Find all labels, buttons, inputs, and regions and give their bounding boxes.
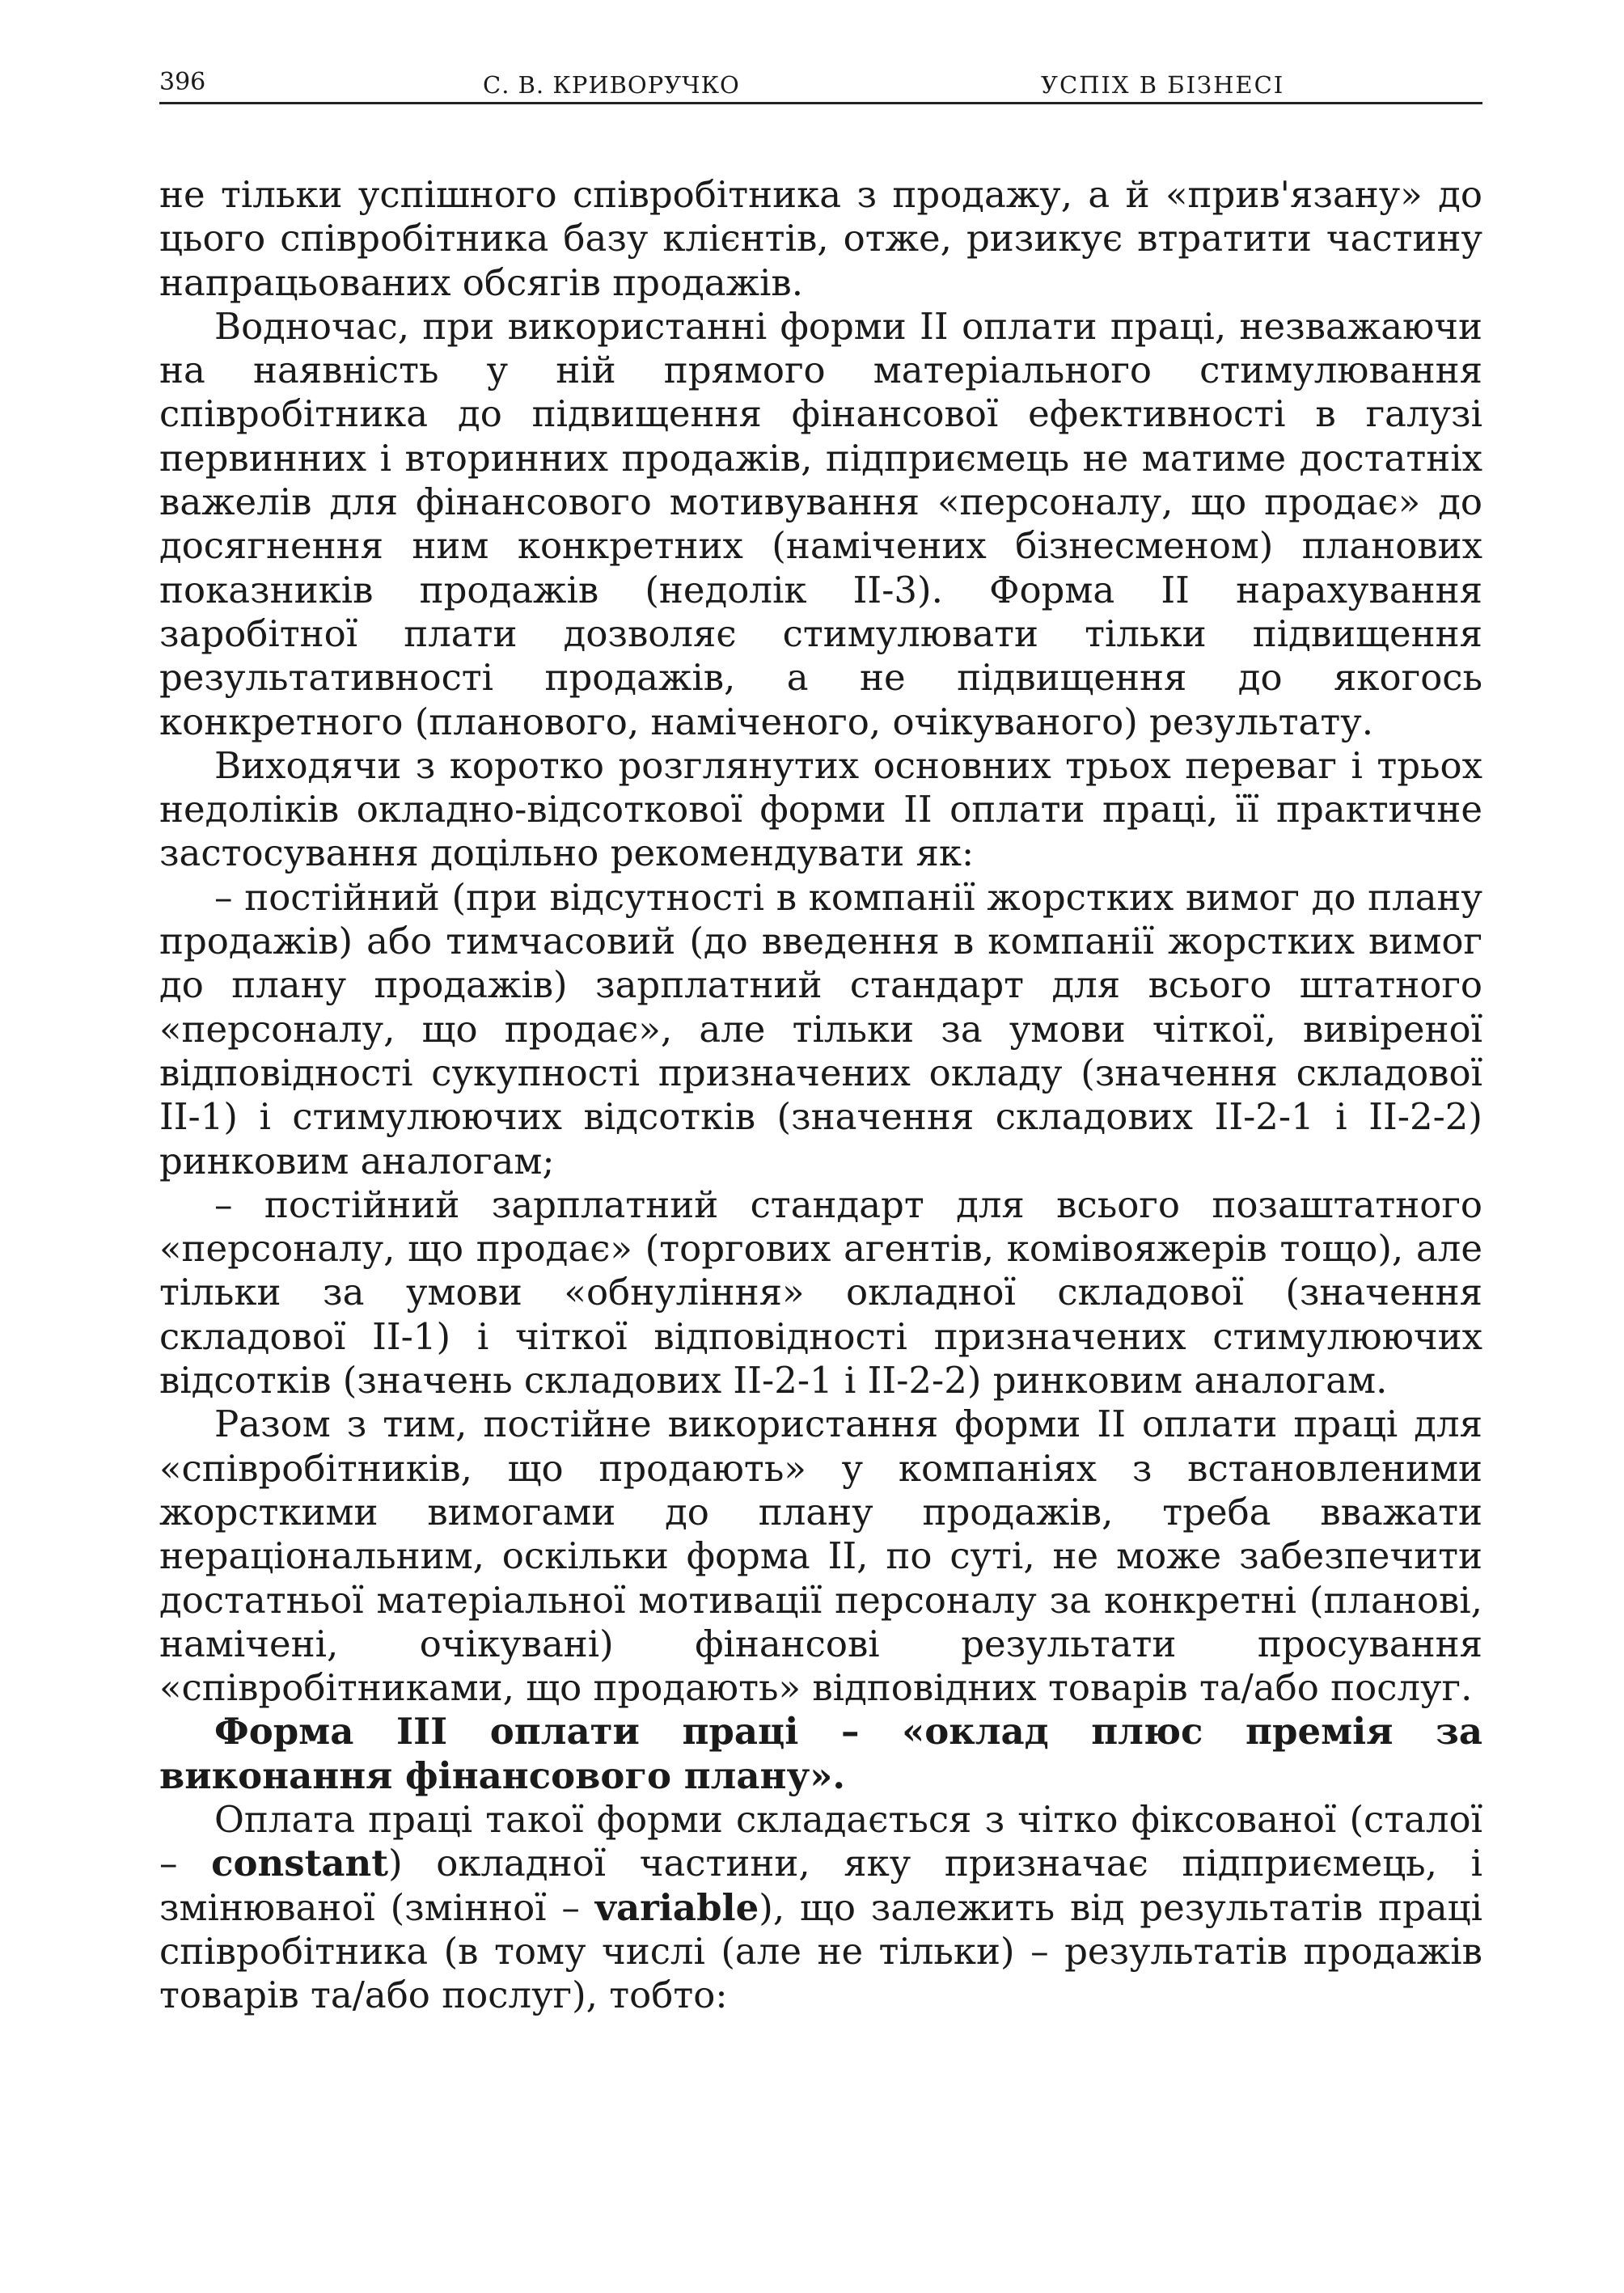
paragraph: Водночас, при використанні форми II оплати праці, незважаючи на наявність у ній прямого матеріального стимулювання співробітника до підвищення фінансової ефективності в галузі первинних і вторинних продажів, підприємець не матиме достатніх важелів для фінансового мотивування «персоналу, що продає» до досягнення ним конкретних (намічених бізнесменом) планових показників продажів (недолік II-3). Форма II нарахування заробітної плати дозволяє стимулювати тільки підвищення результативності продажів, а не підвищення до якогось конкретного (планового, наміченого, очікуваного) результату. — [159, 304, 1482, 743]
term-variable: variable — [594, 1885, 759, 1929]
header-book-title: УСПІХ В БІЗНЕСІ — [1041, 71, 1285, 99]
text-run: ), що залежить від результатів праці співробітника (в тому числі (але не тільки) – результатів продажів товарів та/або послуг), тобто: — [159, 1885, 1483, 2017]
body-text — [159, 173, 1482, 2017]
text-run: ) окладної частини, яку призначає підприємець, і змінюваної (змінної – — [159, 1842, 1482, 1929]
text-run: Оплата праці такої форми складається з чітко фіксованої (сталої – — [159, 1797, 1482, 1885]
list-item: – постійний зарплатний стандарт для всього позаштатного «персоналу, що продає» (торгових агентів, комівояжерів тощо), але тільки за умови «обнуління» окладної складової (значення складової II-1) і чіткої відповідності призначених стимулюючих відсотків (значень складових II-2-1 і II-2-2) ринковим аналогам. — [159, 1182, 1482, 1402]
running-header — [159, 68, 1482, 104]
term-constant: constant — [211, 1842, 389, 1885]
list-item: – постійний (при відсутності в компанії жорстких вимог до плану продажів) або тимчасовий (до введення в компанії жорстких вимог до плану продажів) зарплатний стандарт для всього штатного «персоналу, що продає», але тільки за умови чіткої, вивіреної відповідності сукупності призначених окладу (значення складової II-1) і стимулюючих відсотків (значення складових II-2-1 і II-2-2) ринковим аналогам; — [159, 875, 1482, 1182]
paragraph-continuation: не тільки успішного співробітника з продажу, а й «прив'язану» до цього співробітника базу клієнтів, отже, ризикує втратити частину напрацьованих обсягів продажів. — [159, 173, 1482, 304]
paragraph — [159, 1798, 1482, 2017]
paragraph: Разом з тим, постійне використання форми II оплати праці для «співробітників, що продають» у компаніях з встановленими жорсткими вимогами до плану продажів, треба вважати нераціональним, оскільки форма II, по суті, не може забезпечити достатньої матеріальної мотивації персоналу за конкретні (планові, намічені, очікувані) фінансові результати просування «співробітниками, що продають» відповідних товарів та/або послуг. — [159, 1402, 1482, 1710]
paragraph: Виходячи з коротко розглянутих основних трьох переваг і трьох недоліків окладно-відсоткової форми II оплати праці, її практичне застосування доцільно рекомендувати як: — [159, 743, 1482, 875]
header-author: С. В. КРИВОРУЧКО — [483, 71, 740, 99]
page-number: 396 — [159, 68, 206, 96]
section-heading: Форма III оплати праці – «оклад плюс премія за виконання фінансового плану». — [159, 1710, 1482, 1797]
